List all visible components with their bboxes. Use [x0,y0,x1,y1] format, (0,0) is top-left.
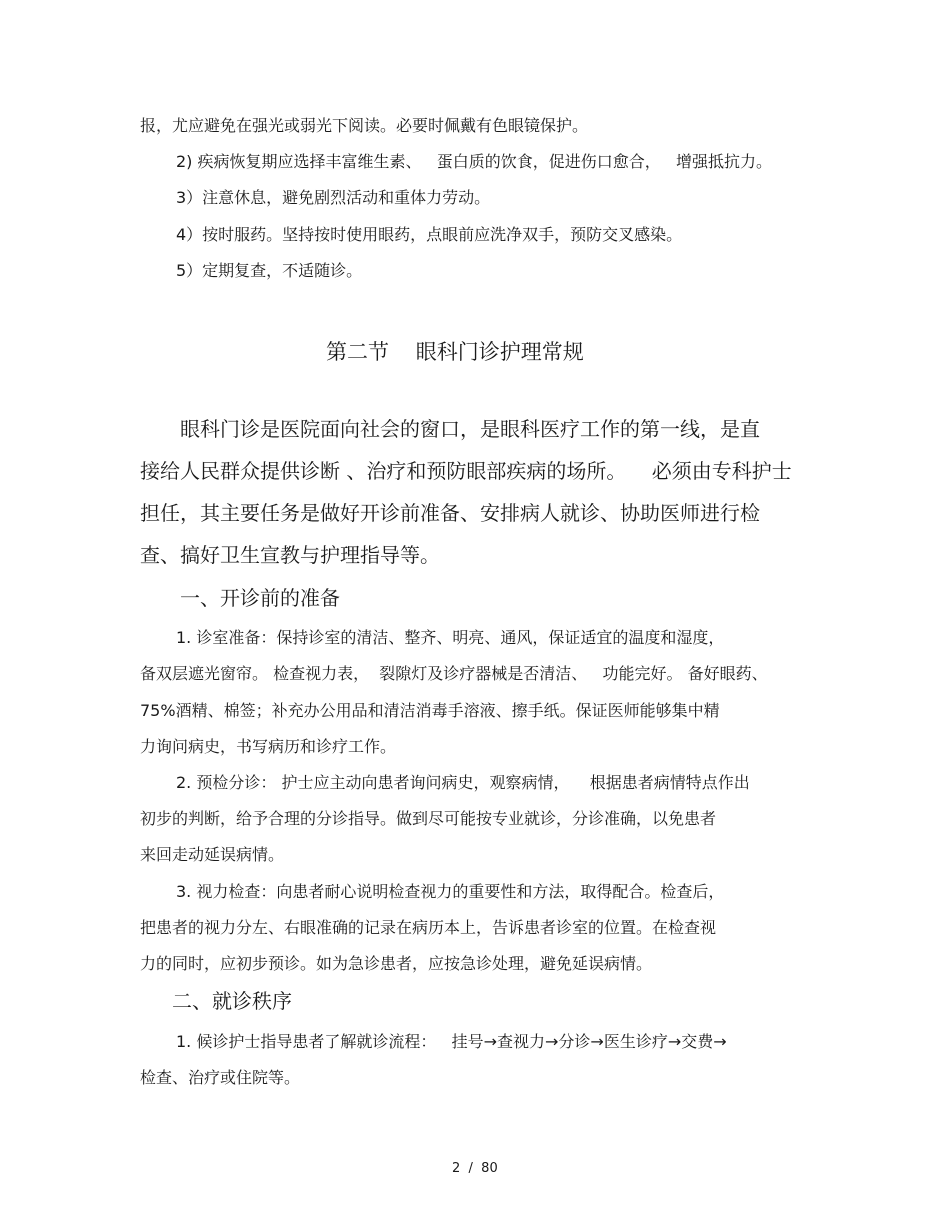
text-line: 眼科门诊是医院面向社会的窗口，是眼科医疗工作的第一线，是直 [180,417,760,441]
text-line: 力询问病史，书写病历和诊疗工作。 [140,737,397,756]
section-title: 第二节 眼科门诊护理常规 [326,340,584,364]
text-line: 力的同时，应初步预诊。如为急诊患者，应按急诊处理，避免延误病情。 [140,954,653,973]
page-number: 2 / 80 [452,1161,498,1176]
text-line: 检查、治疗或住院等。 [140,1068,301,1087]
text-line: 75%酒精、棉签；补充办公用品和清洁消毒手溶液、擦手纸。保证医师能够集中精 [140,701,720,720]
text-line: 4）按时服药。坚持按时使用眼药，点眼前应洗净双手，预防交叉感染。 [176,225,683,244]
text-line: 3）注意休息，避免剧烈活动和重体力劳动。 [176,188,491,207]
text-line: 报，尤应避免在强光或弱光下阅读。必要时佩戴有色眼镜保护。 [140,116,589,135]
text-line: 把患者的视力分左、右眼准确的记录在病历本上，告诉患者诊室的位置。在检查视 [140,918,717,937]
text-line: 3. 视力检查：向患者耐心说明检查视力的重要性和方法，取得配合。检查后， [176,882,725,901]
subheading: 二、就诊秩序 [172,989,292,1013]
text-line: 2. 预检分诊： 护士应主动向患者询问病史，观察病情， 根据患者病情特点作出 [176,773,750,792]
text-line: 1. 候诊护士指导患者了解就诊流程： 挂号→查视力→分诊→医生诊疗→交费→ [176,1032,727,1051]
subheading: 一、开诊前的准备 [180,586,340,610]
text-line: 担任，其主要任务是做好开诊前准备、安排病人就诊、协助医师进行检 [140,501,760,525]
text-line: 来回走动延误病情。 [140,845,285,864]
text-line: 备双层遮光窗帘。 检查视力表， 裂隙灯及诊疗器械是否清洁、 功能完好。 备好眼药、 [140,664,768,683]
text-line: 查、搞好卫生宣教与护理指导等。 [140,543,440,567]
text-line: 2) 疾病恢复期应选择丰富维生素、 蛋白质的饮食，促进伤口愈合， 增强抵抗力。 [176,152,773,171]
text-line: 初步的判断，给予合理的分诊指导。做到尽可能按专业就诊，分诊准确，以免患者 [140,809,717,828]
text-line: 5）定期复查，不适随诊。 [176,261,363,280]
text-line: 接给人民群众提供诊断 、治疗和预防眼部疾病的场所。 必须由专科护士 [140,459,792,483]
text-line: 1. 诊室准备：保持诊室的清洁、整齐、明亮、通风，保证适宜的温度和湿度， [176,628,725,647]
